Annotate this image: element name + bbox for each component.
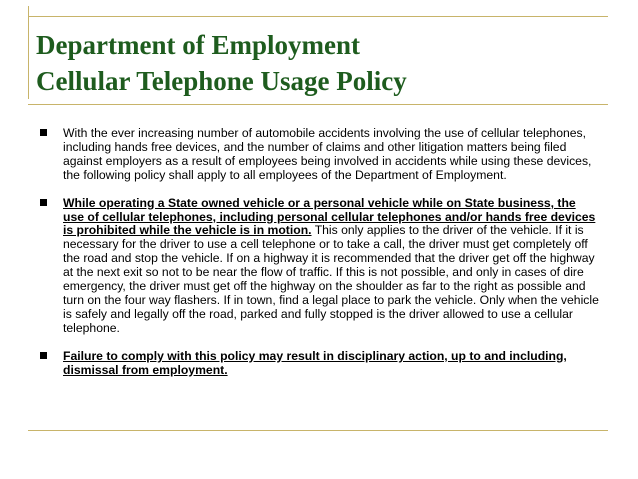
left-accent-rule (28, 6, 29, 99)
bullet-purpose (40, 127, 600, 183)
bullet-driving-rule-emphasis: While operating a State owned vehicle or a personal vehicle while on State business, the use of cellular telephones, including personal cellular telephones and/or hands free devices is prohibited while the vehicle is in motion. (63, 195, 596, 238)
bullet-square-icon (40, 129, 47, 136)
title-divider (28, 104, 608, 105)
bullet-square-icon (40, 199, 47, 206)
title-line-2: Cellular Telephone Usage Policy (36, 66, 407, 96)
title-line-1: Department of Employment (36, 30, 360, 60)
page-title (36, 27, 626, 99)
bullet-purpose-text: With the ever increasing number of automobile accidents involving the use of cellular telephones, including hands free devices, and the number of claims and other litigation matters being filed against employers as a result of employees being involved in accidents while using these devices, the following policy shall apply to all employees of the Department of Employment. (63, 126, 592, 182)
policy-bullet-list (40, 127, 600, 392)
bullet-driving-rule (40, 197, 600, 336)
bullet-driving-rule-text: This only applies to the driver of the vehicle. If it is necessary for the driver to use a cell telephone or to take a call, the driver must get completely off the road and stop the vehicle. If on a highway it is recommended that the driver get off the highway at the next exit so not to be near the flow of traffic. If this is not possible, and only in cases of dire emergency, the driver must get off the highway on the shoulder as far to the right as possible and turn on the four way flashers. If in town, find a legal place to park the vehicle. Only when the vehicle is safely and legally off the road, parked and fully stopped is the driver allowed to use a cellular telephone. (63, 223, 599, 335)
bottom-divider (28, 430, 608, 431)
bullet-square-icon (40, 352, 47, 359)
top-divider (28, 16, 608, 17)
bullet-discipline-emphasis: Failure to comply with this policy may result in disciplinary action, up to and including, dismissal from employment. (63, 348, 567, 377)
bullet-discipline (40, 350, 600, 378)
